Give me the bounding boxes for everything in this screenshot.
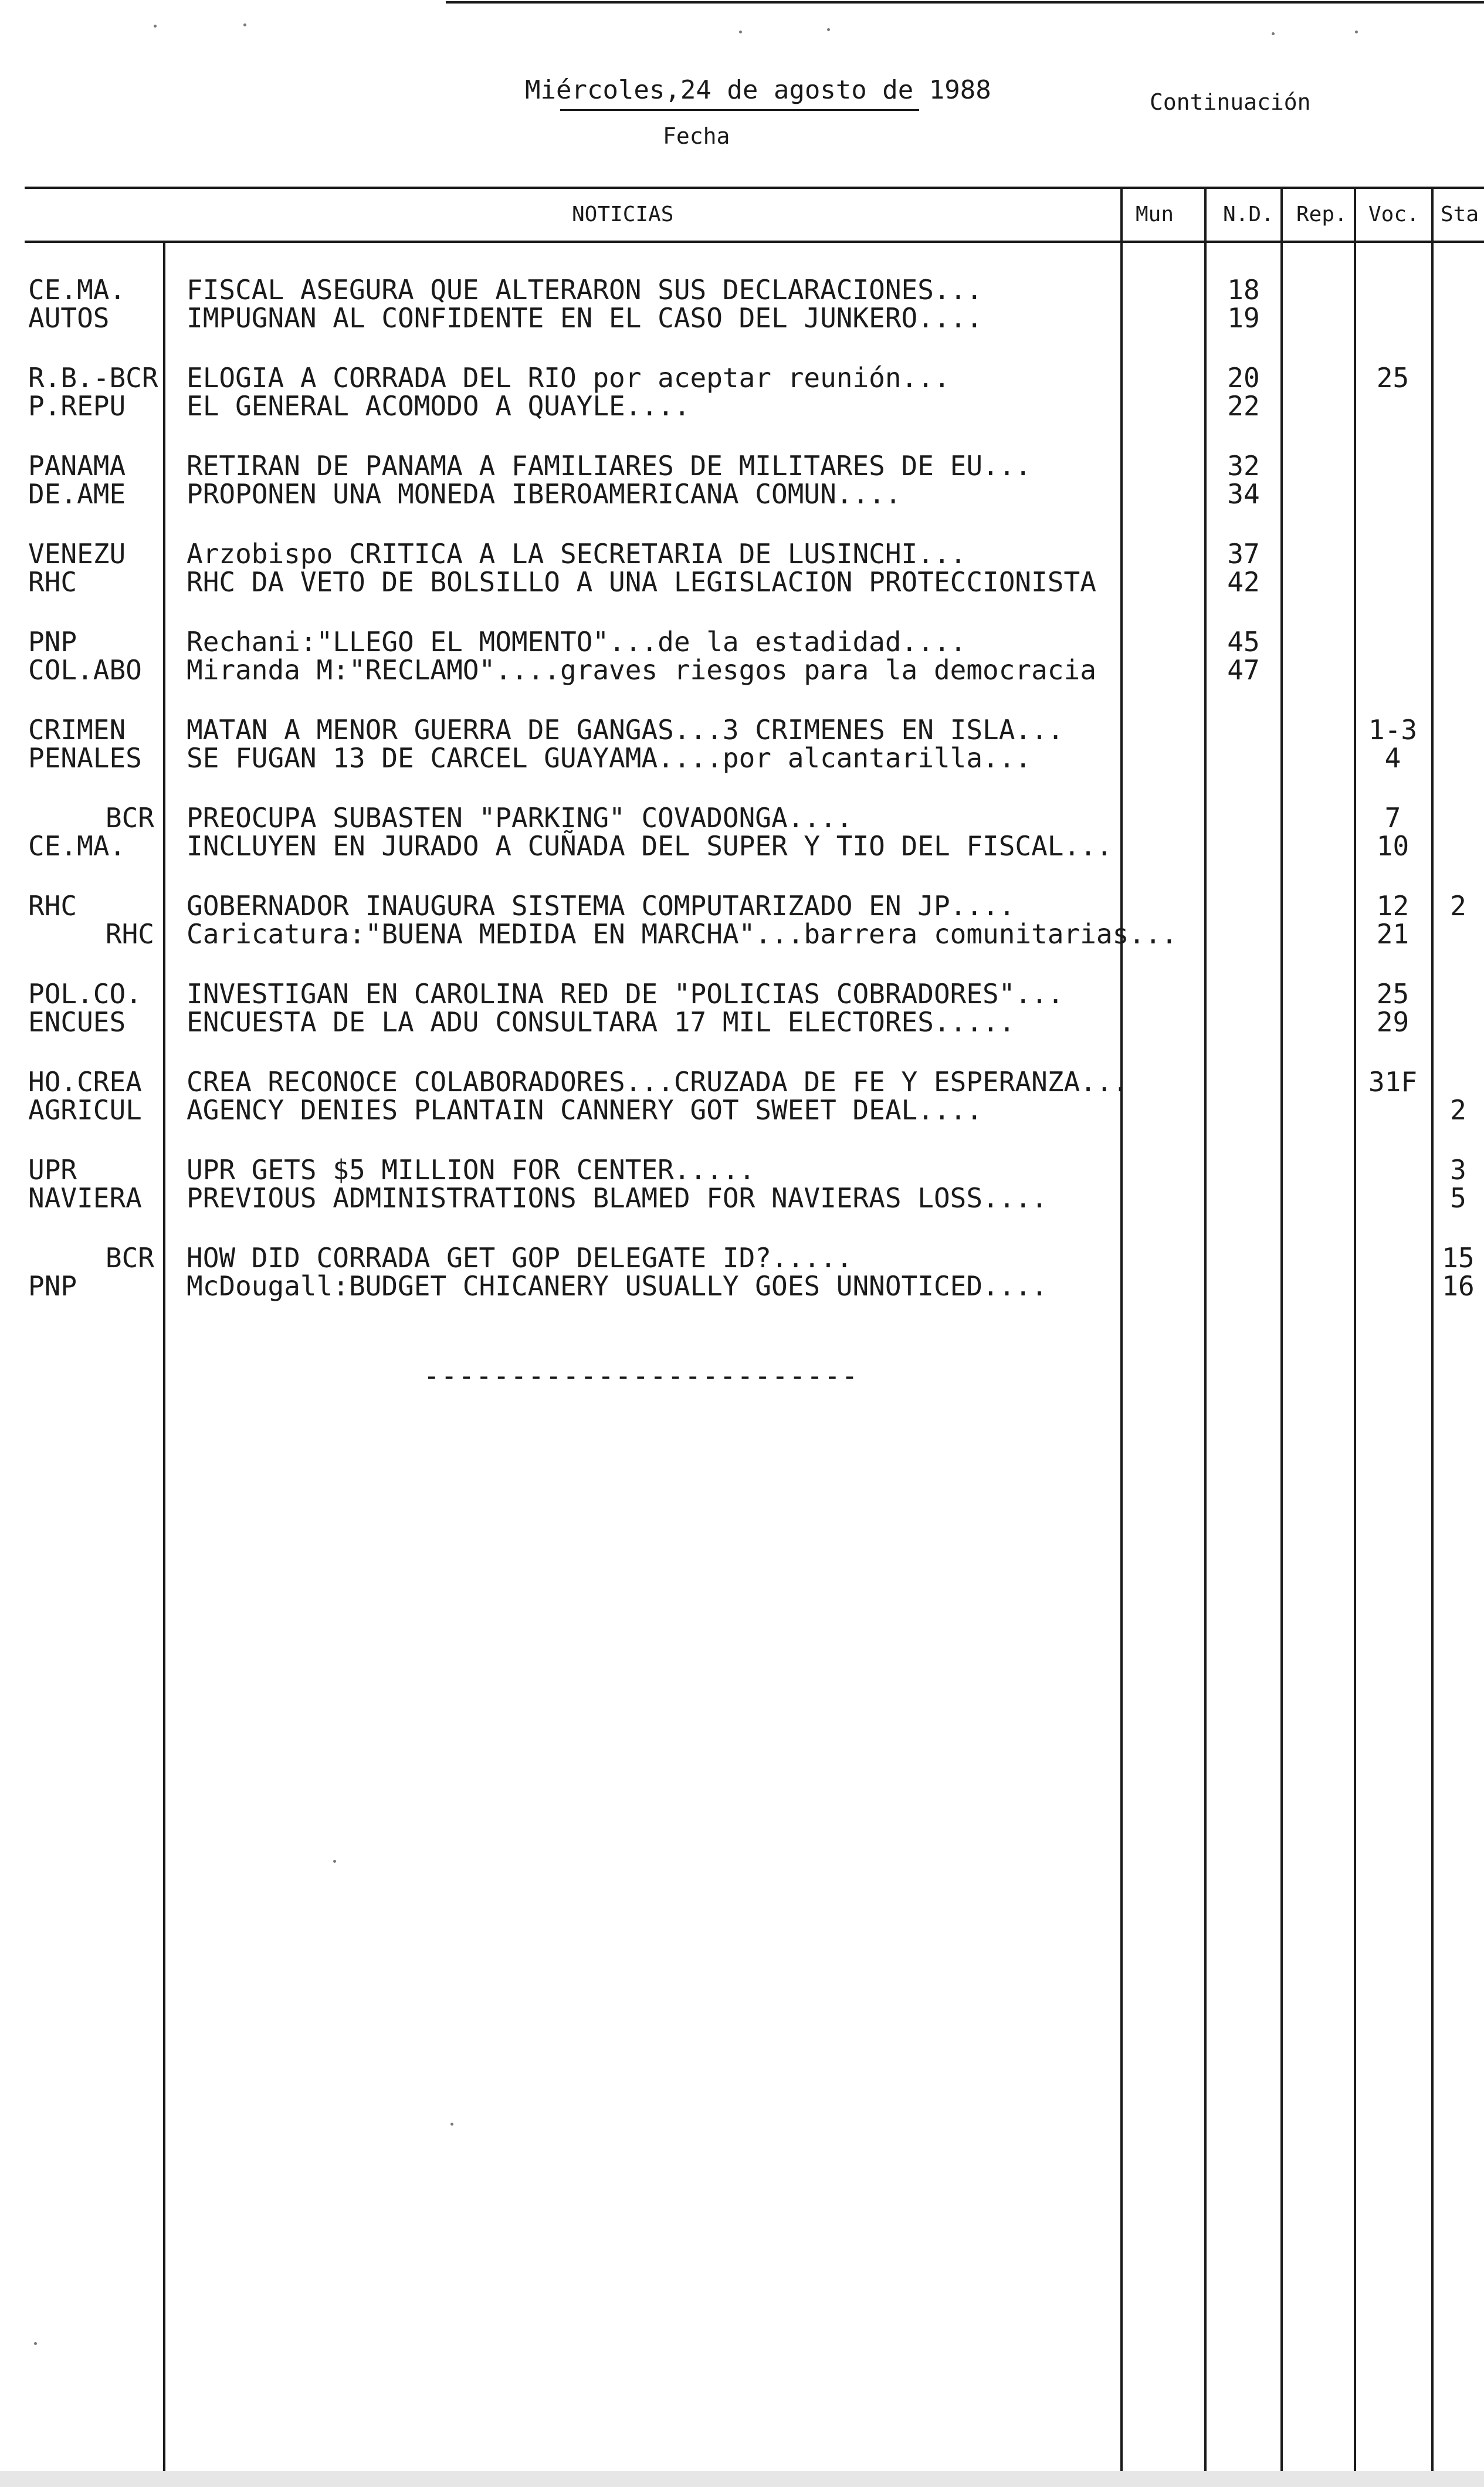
entry-voc-page: 4	[1384, 742, 1401, 774]
entry-section: PENALES	[28, 742, 142, 774]
entry-section: CE.MA.	[28, 830, 126, 862]
col-header-nd: N.D.	[1223, 202, 1274, 226]
scan-speck	[739, 31, 742, 33]
entry-headline: EL GENERAL ACOMODO A QUAYLE....	[187, 390, 690, 422]
entry-headline: INVESTIGAN EN CAROLINA RED DE "POLICIAS COBRADORES"...	[187, 978, 1064, 1010]
entry-section: R.B.-BCR	[28, 362, 158, 394]
entry-section: CRIMEN	[28, 714, 126, 746]
entry-section: UPR	[28, 1154, 77, 1186]
entry-section: P.REPU	[28, 390, 126, 422]
entry-section: CE.MA.	[28, 274, 126, 306]
entry-voc-page: 7	[1384, 802, 1401, 834]
col-header-sta: Sta	[1441, 202, 1479, 226]
entry-sta-page: 15	[1442, 1242, 1475, 1274]
entry-section: PNP	[28, 1270, 77, 1302]
col-header-mun: Mun	[1136, 202, 1174, 226]
entry-sta-page: 3	[1450, 1154, 1466, 1186]
entry-nd-page: 42	[1227, 566, 1260, 598]
entry-section: RHC	[28, 890, 77, 922]
scan-speck	[827, 28, 830, 31]
entry-section: POL.CO.	[28, 978, 142, 1010]
scan-speck	[450, 2123, 453, 2126]
report-date: Miércoles,24 de agosto de 1988	[525, 75, 991, 105]
entry-headline: PREOCUPA SUBASTEN "PARKING" COVADONGA....	[187, 802, 853, 834]
entry-section: BCR	[105, 1242, 154, 1274]
entry-voc-page: 10	[1376, 830, 1410, 862]
entry-voc-page: 25	[1376, 362, 1410, 394]
entry-nd-page: 32	[1227, 450, 1260, 482]
entry-section: AUTOS	[28, 302, 110, 334]
entry-section: RHC	[105, 918, 154, 950]
entry-headline: FISCAL ASEGURA QUE ALTERARON SUS DECLARACIONES...	[187, 274, 983, 306]
col-header-rep: Rep.	[1296, 202, 1347, 226]
entry-section: PNP	[28, 626, 77, 658]
table-top-rule	[25, 187, 1484, 189]
entry-headline: Rechani:"LLEGO EL MOMENTO"...de la estadidad....	[187, 626, 967, 658]
scan-speck	[243, 23, 246, 26]
entry-sta-page: 2	[1450, 890, 1466, 922]
entry-headline: RETIRAN DE PANAMA A FAMILIARES DE MILITARES DE EU...	[187, 450, 1032, 482]
entry-headline: ENCUESTA DE LA ADU CONSULTARA 17 MIL ELECTORES.....	[187, 1006, 1015, 1038]
entry-section: RHC	[28, 566, 77, 598]
entry-nd-page: 18	[1227, 274, 1260, 306]
col-header-voc: Voc.	[1368, 202, 1419, 226]
entry-headline: MATAN A MENOR GUERRA DE GANGAS...3 CRIMENES EN ISLA...	[187, 714, 1064, 746]
entry-nd-page: 37	[1227, 538, 1260, 570]
entry-headline: Arzobispo CRITICA A LA SECRETARIA DE LUSINCHI...	[187, 538, 967, 570]
entry-section: ENCUES	[28, 1006, 126, 1038]
entry-section: BCR	[105, 802, 154, 834]
scan-speck	[1355, 31, 1358, 33]
mun-column-divider	[1120, 187, 1123, 2487]
entry-section: COL.ABO	[28, 654, 142, 686]
entry-sta-page: 2	[1450, 1094, 1466, 1126]
entry-nd-page: 22	[1227, 390, 1260, 422]
col-header-noticias: NOTICIAS	[572, 202, 674, 226]
entry-headline: UPR GETS $5 MILLION FOR CENTER.....	[187, 1154, 755, 1186]
entry-section: AGRICUL	[28, 1094, 142, 1126]
entry-section: VENEZU	[28, 538, 126, 570]
entry-section: NAVIERA	[28, 1182, 142, 1214]
entry-nd-page: 47	[1227, 654, 1260, 686]
entry-headline: CREA RECONOCE COLABORADORES...CRUZADA DE FE Y ESPERANZA...	[187, 1066, 1129, 1098]
entry-headline: IMPUGNAN AL CONFIDENTE EN EL CASO DEL JUNKERO....	[187, 302, 983, 334]
entry-voc-page: 21	[1376, 918, 1410, 950]
nd-column-divider	[1204, 187, 1207, 2487]
entry-headline: HOW DID CORRADA GET GOP DELEGATE ID?.....	[187, 1242, 853, 1274]
entry-headline: AGENCY DENIES PLANTAIN CANNERY GOT SWEET DEAL....	[187, 1094, 983, 1126]
entry-headline: McDougall:BUDGET CHICANERY USUALLY GOES UNNOTICED....	[187, 1270, 1048, 1302]
voc-column-divider	[1354, 187, 1356, 2487]
scan-speck	[333, 1860, 336, 1863]
entry-headline: RHC DA VETO DE BOLSILLO A UNA LEGISLACION PROTECCIONISTA	[187, 566, 1096, 598]
table-header-rule	[25, 241, 1484, 243]
top-border-rule	[446, 1, 1484, 4]
entry-headline: PREVIOUS ADMINISTRATIONS BLAMED FOR NAVIERAS LOSS....	[187, 1182, 1048, 1214]
entry-section: DE.AME	[28, 478, 126, 510]
entry-sta-page: 5	[1450, 1182, 1466, 1214]
entry-headline: SE FUGAN 13 DE CARCEL GUAYAMA....por alcantarilla...	[187, 742, 1032, 774]
entry-nd-page: 34	[1227, 478, 1260, 510]
entry-headline: Miranda M:"RECLAMO"....graves riesgos para la democracia	[187, 654, 1096, 686]
entry-voc-page: 29	[1376, 1006, 1410, 1038]
continuation-label: Continuación	[1150, 89, 1311, 115]
scan-speck	[154, 25, 157, 28]
entry-nd-page: 19	[1227, 302, 1260, 334]
section-column-divider	[163, 241, 165, 2487]
scan-speck	[34, 2342, 37, 2345]
entry-section: HO.CREA	[28, 1066, 142, 1098]
entry-voc-page: 12	[1376, 890, 1410, 922]
scan-bottom-band	[0, 2471, 1484, 2487]
entry-voc-page: 25	[1376, 978, 1410, 1010]
end-separator: -------------------------	[423, 1360, 859, 1392]
scan-speck	[1272, 32, 1275, 35]
entry-headline: ELOGIA A CORRADA DEL RIO por aceptar reunión...	[187, 362, 950, 394]
entry-headline: PROPONEN UNA MONEDA IBEROAMERICANA COMUN....	[187, 478, 902, 510]
fecha-label: Fecha	[663, 123, 730, 149]
entry-sta-page: 16	[1442, 1270, 1475, 1302]
entry-nd-page: 20	[1227, 362, 1260, 394]
sta-column-divider	[1431, 187, 1434, 2487]
entry-section: PANAMA	[28, 450, 126, 482]
entry-voc-page: 1-3	[1368, 714, 1418, 746]
entry-nd-page: 45	[1227, 626, 1260, 658]
entry-headline: GOBERNADOR INAUGURA SISTEMA COMPUTARIZADO EN JP....	[187, 890, 1015, 922]
entry-headline: INCLUYEN EN JURADO A CUÑADA DEL SUPER Y TIO DEL FISCAL...	[187, 830, 1113, 862]
date-underline	[560, 109, 919, 111]
rep-column-divider	[1280, 187, 1283, 2487]
entry-voc-page: 31F	[1368, 1066, 1418, 1098]
entry-headline: Caricatura:"BUENA MEDIDA EN MARCHA"...barrera comunitarias...	[187, 918, 1178, 950]
